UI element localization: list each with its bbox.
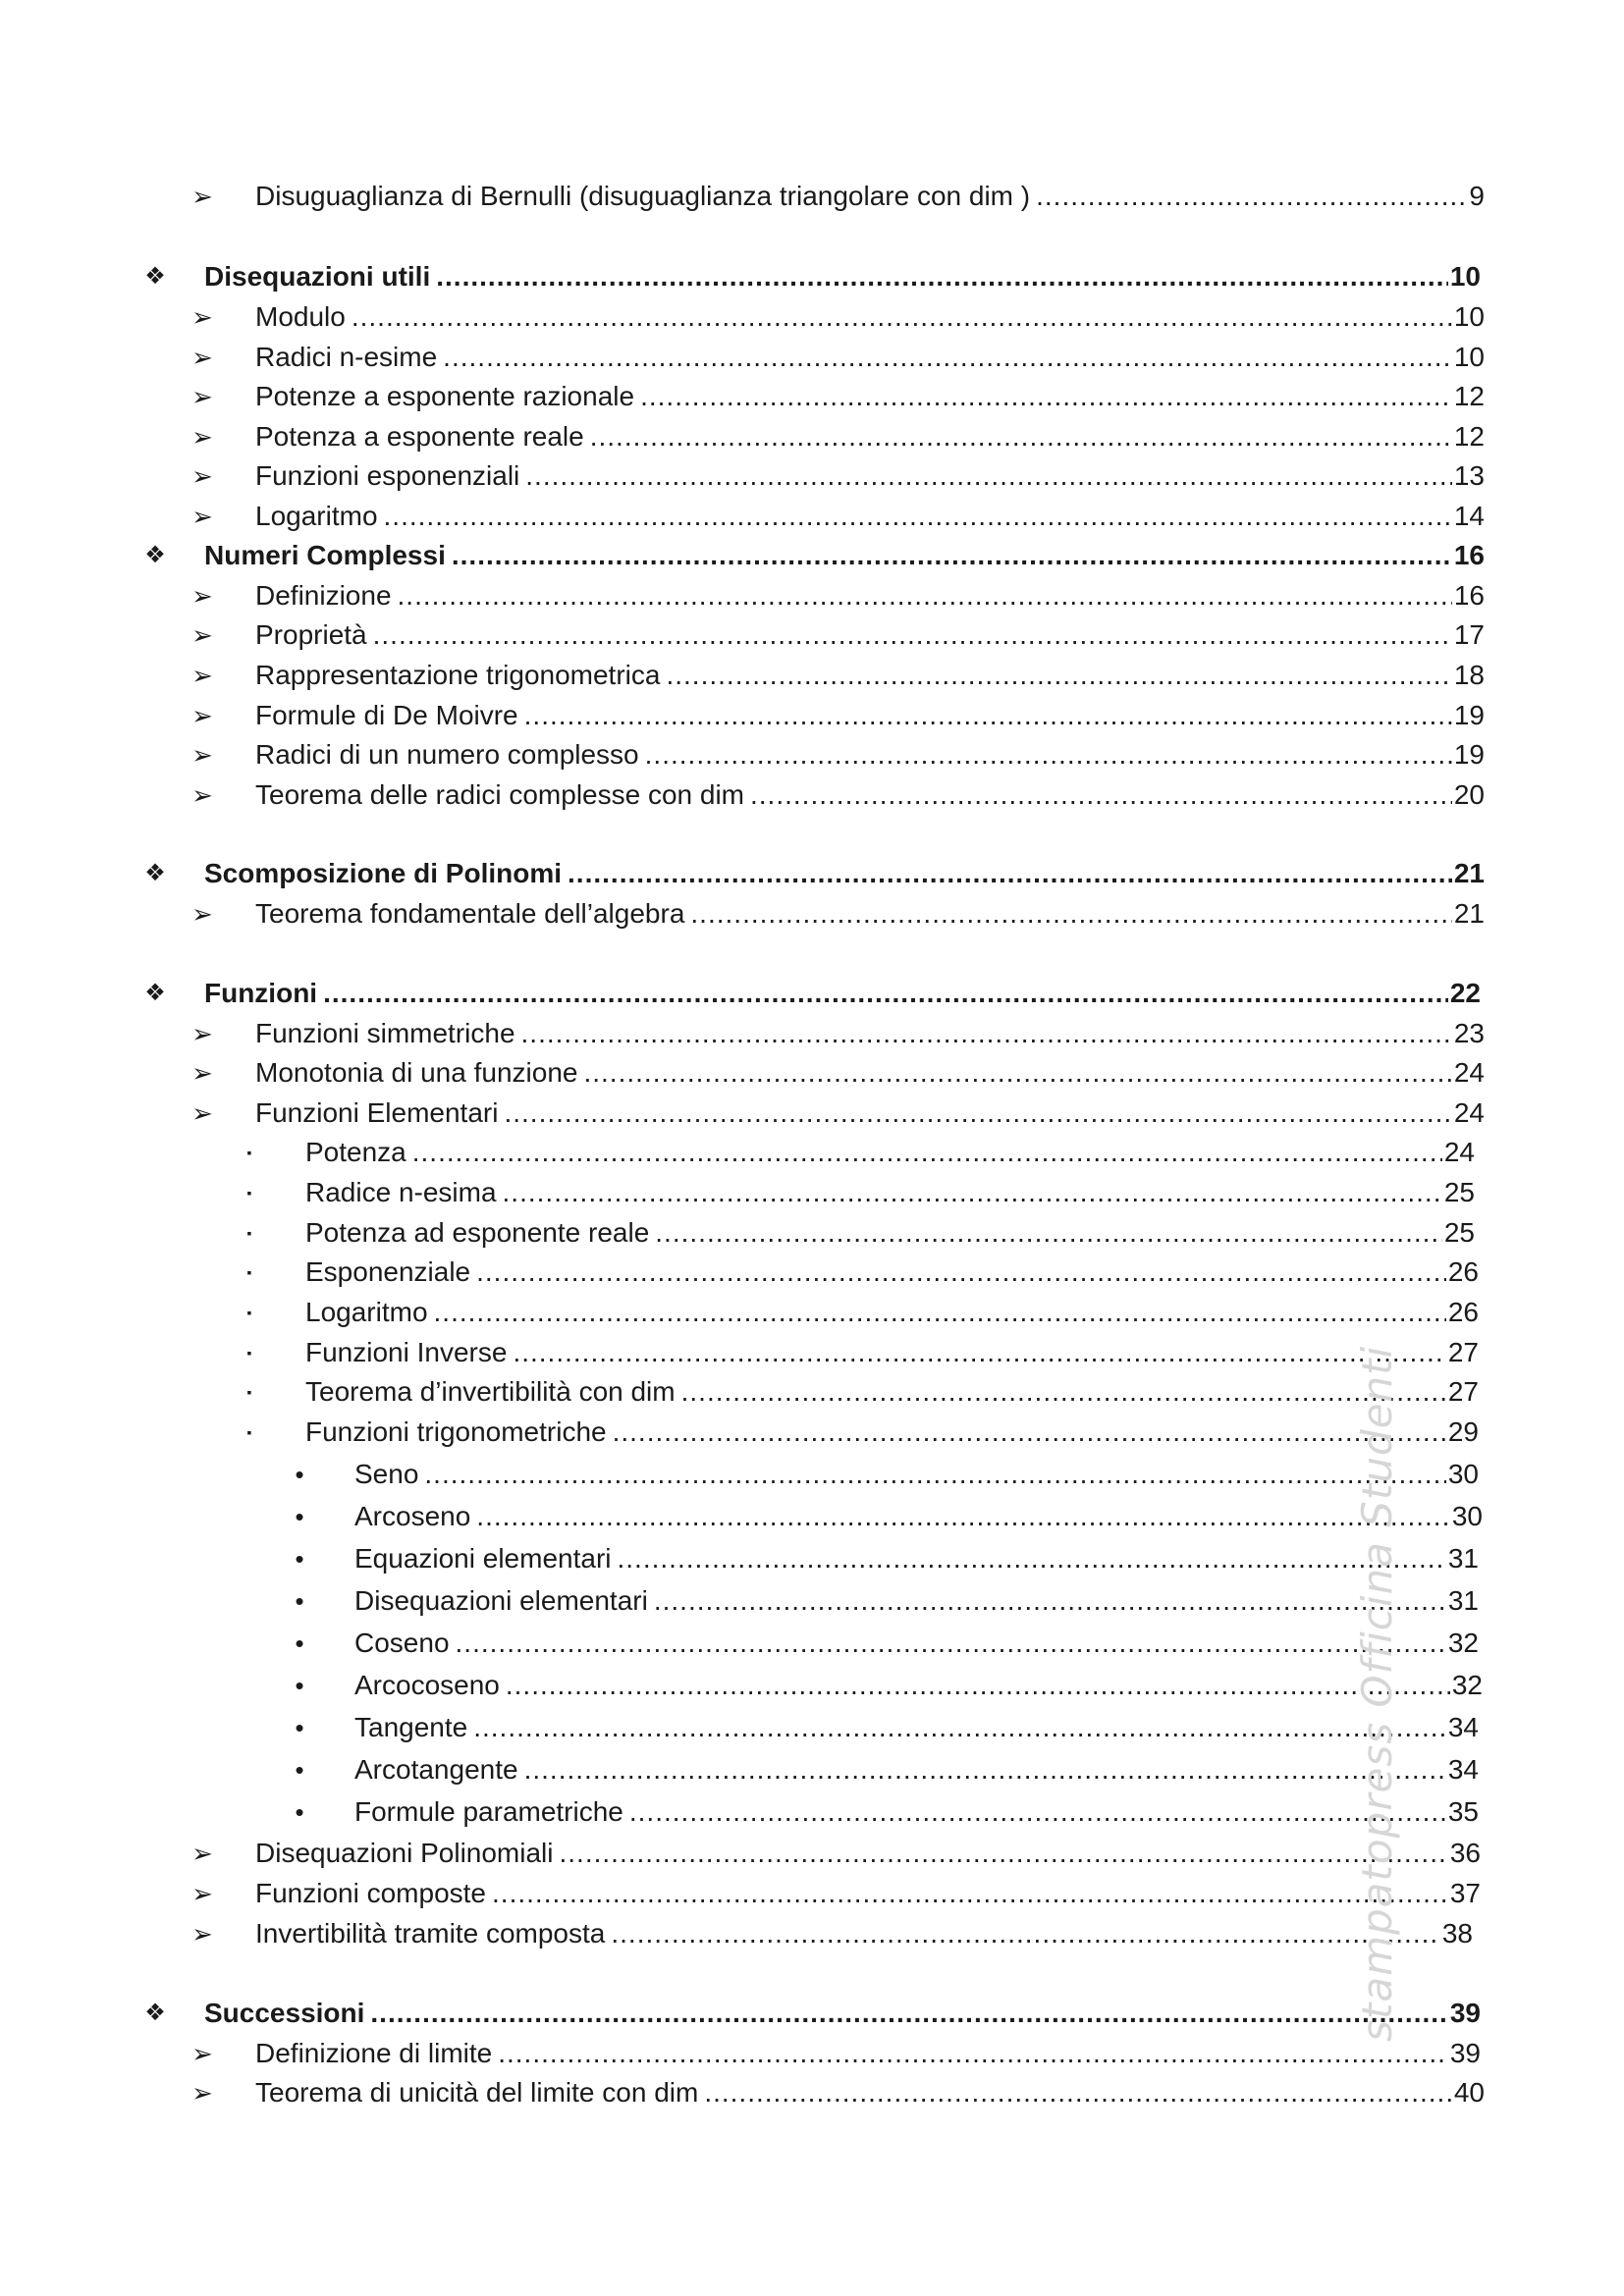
toc-entry-page-number: 38 xyxy=(1441,1918,1473,1949)
toc-entry xyxy=(191,896,1485,932)
toc-entry xyxy=(295,1668,1483,1703)
dot-leader xyxy=(398,578,1452,614)
toc-entry xyxy=(191,737,1485,773)
toc-entry xyxy=(191,1876,1481,1911)
bullet-icon: • xyxy=(295,1797,304,1827)
toc-entry-page-number: 29 xyxy=(1447,1416,1479,1447)
toc-entry xyxy=(191,578,1485,614)
bullet-icon: ➢ xyxy=(191,701,213,730)
toc-entry-page-number: 39 xyxy=(1449,2038,1481,2068)
toc-entry-label: Monotonia di una funzione xyxy=(255,1057,578,1088)
bullet-icon: ➢ xyxy=(191,1879,213,1908)
dot-leader xyxy=(583,1055,1451,1091)
toc-entry-label: Potenza ad esponente reale xyxy=(305,1217,650,1248)
toc-entry xyxy=(191,379,1485,414)
dot-leader xyxy=(373,617,1452,653)
toc-entry-label: Teorema di unicità del limite con dim xyxy=(255,2077,699,2108)
dot-leader xyxy=(412,1135,1442,1170)
bullet-icon: • xyxy=(295,1544,304,1574)
toc-entry xyxy=(144,976,1481,1011)
toc-entry-page-number: 24 xyxy=(1453,1057,1485,1088)
toc-entry-label: Modulo xyxy=(255,301,346,332)
bullet-icon: ➢ xyxy=(191,1058,213,1088)
toc-entry-page-number: 26 xyxy=(1447,1256,1479,1287)
toc-entry-label: Potenza xyxy=(305,1137,406,1167)
dot-leader xyxy=(655,1215,1442,1251)
toc-entry xyxy=(191,299,1485,335)
bullet-icon: • xyxy=(295,1586,304,1616)
toc-entry xyxy=(295,1710,1479,1745)
bullet-icon: ➢ xyxy=(191,343,213,372)
toc-entry-label: Radici n-esime xyxy=(255,342,438,372)
toc-entry xyxy=(295,1457,1479,1492)
dot-leader xyxy=(443,340,1452,375)
toc-entry-page-number: 21 xyxy=(1453,858,1485,888)
toc-entry-page-number: 23 xyxy=(1453,1018,1485,1048)
toc-entry xyxy=(191,179,1485,214)
bullet-icon: • xyxy=(295,1629,304,1658)
toc-entry xyxy=(246,1415,1479,1450)
bullet-icon: ➢ xyxy=(191,502,213,531)
toc-entry-label: Numeri Complessi xyxy=(204,540,446,570)
bullet-icon: ▪ xyxy=(246,1264,252,1280)
dot-leader xyxy=(1036,179,1467,214)
toc-entry-label: Coseno xyxy=(354,1628,450,1658)
dot-leader xyxy=(370,1996,1447,2031)
dot-leader xyxy=(521,1016,1452,1051)
toc-entry xyxy=(191,2075,1485,2110)
toc-entry-page-number: 13 xyxy=(1453,460,1485,491)
toc-entry xyxy=(191,1016,1485,1051)
toc-entry-page-number: 27 xyxy=(1447,1337,1479,1367)
toc-entry-label: Arcocoseno xyxy=(354,1670,500,1700)
dot-leader xyxy=(524,698,1452,733)
bullet-icon: ➢ xyxy=(191,182,213,211)
toc-entry-page-number: 34 xyxy=(1447,1712,1479,1742)
dot-leader xyxy=(525,458,1452,494)
toc-entry-label: Disequazioni utili xyxy=(204,261,431,292)
toc-entry-label: Funzioni simmetriche xyxy=(255,1018,515,1048)
toc-entry xyxy=(295,1583,1479,1619)
bullet-icon: ▪ xyxy=(246,1424,252,1440)
toc-entry-page-number: 19 xyxy=(1453,700,1485,730)
toc-entry-page-number: 9 xyxy=(1469,181,1485,211)
dot-leader xyxy=(436,259,1448,294)
toc-entry-label: Esponenziale xyxy=(305,1256,471,1287)
dot-leader xyxy=(452,538,1452,573)
dot-leader xyxy=(590,419,1452,454)
toc-entry-label: Funzioni Inverse xyxy=(305,1337,508,1367)
toc-entry xyxy=(191,458,1485,494)
toc-entry-label: Radice n-esima xyxy=(305,1177,497,1207)
toc-entry-label: Equazioni elementari xyxy=(354,1543,612,1574)
toc-entry-page-number: 19 xyxy=(1453,739,1485,770)
toc-entry-page-number: 25 xyxy=(1443,1177,1475,1207)
bullet-icon: ➢ xyxy=(191,2039,213,2068)
toc-entry-label: Seno xyxy=(354,1459,419,1489)
toc-entry-page-number: 14 xyxy=(1453,501,1485,531)
toc-entry xyxy=(144,538,1485,573)
dot-leader xyxy=(476,1499,1450,1534)
dot-leader xyxy=(498,2036,1448,2071)
dot-leader xyxy=(504,1095,1451,1131)
toc-entry xyxy=(246,1335,1479,1370)
toc-entry-page-number: 10 xyxy=(1449,261,1481,292)
toc-entry xyxy=(191,1055,1485,1091)
toc-entry xyxy=(191,698,1485,733)
bullet-icon: ➢ xyxy=(191,1098,213,1128)
toc-entry-page-number: 20 xyxy=(1453,779,1485,810)
toc-entry-page-number: 31 xyxy=(1447,1543,1479,1574)
toc-entry xyxy=(246,1374,1479,1410)
toc-entry xyxy=(246,1295,1479,1330)
toc-entry-label: Disequazioni elementari xyxy=(354,1585,648,1616)
toc-entry-page-number: 12 xyxy=(1453,381,1485,411)
toc-entry-page-number: 21 xyxy=(1453,898,1485,929)
bullet-icon: ➢ xyxy=(191,780,213,810)
toc-entry-page-number: 36 xyxy=(1449,1838,1481,1868)
toc-entry-page-number: 30 xyxy=(1451,1501,1483,1531)
bullet-icon: ➢ xyxy=(191,620,213,650)
toc-entry-page-number: 16 xyxy=(1453,540,1485,570)
dot-leader xyxy=(654,1583,1446,1619)
toc-entry-page-number: 18 xyxy=(1453,660,1485,690)
toc-entry xyxy=(295,1752,1479,1788)
toc-entry-page-number: 12 xyxy=(1453,421,1485,452)
toc-entry-page-number: 26 xyxy=(1447,1297,1479,1327)
toc-entry-page-number: 37 xyxy=(1449,1878,1481,1908)
toc-entry-label: Disuguaglianza di Bernulli (disuguaglianza triangolare con dim ) xyxy=(255,181,1031,211)
toc-entry-label: Funzioni trigonometriche xyxy=(305,1416,607,1447)
bullet-icon: ❖ xyxy=(144,860,166,886)
toc-entry xyxy=(191,777,1485,813)
dot-leader xyxy=(506,1668,1450,1703)
toc-entry-label: Scomposizione di Polinomi xyxy=(204,858,563,888)
toc-entry-page-number: 39 xyxy=(1449,1998,1481,2028)
bullet-icon: ➢ xyxy=(191,2078,213,2108)
bullet-icon: ❖ xyxy=(144,2000,166,2026)
toc-entry-label: Disequazioni Polinomiali xyxy=(255,1838,554,1868)
dot-leader xyxy=(434,1295,1446,1330)
bullet-icon: ➢ xyxy=(191,302,213,332)
bullet-icon: ❖ xyxy=(144,263,166,290)
toc-entry-label: Successioni xyxy=(204,1998,365,2028)
toc-entry xyxy=(246,1215,1475,1251)
dot-leader xyxy=(513,1335,1445,1370)
bullet-icon: ➢ xyxy=(191,1839,213,1868)
toc-entry-page-number: 16 xyxy=(1453,580,1485,611)
dot-leader xyxy=(640,379,1452,414)
toc-entry-label: Definizione xyxy=(255,580,392,611)
toc-entry-label: Arcoseno xyxy=(354,1501,471,1531)
toc-entry xyxy=(246,1255,1479,1290)
bullet-icon: ➢ xyxy=(191,740,213,770)
toc-entry xyxy=(191,1916,1473,1951)
toc-entry-label: Rappresentazione trigonometrica xyxy=(255,660,661,690)
bullet-icon: ➢ xyxy=(191,422,213,452)
toc-entry-page-number: 22 xyxy=(1449,978,1481,1008)
dot-leader xyxy=(476,1255,1446,1290)
dot-leader xyxy=(690,896,1451,932)
toc-entry-page-number: 34 xyxy=(1447,1754,1479,1785)
toc-entry-label: Proprietà xyxy=(255,619,367,650)
bullet-icon: • xyxy=(295,1713,304,1742)
toc-entry-label: Logaritmo xyxy=(305,1297,428,1327)
dot-leader xyxy=(492,1876,1448,1911)
toc-entry xyxy=(144,259,1481,294)
toc-entry-page-number: 10 xyxy=(1453,342,1485,372)
bullet-icon: ▪ xyxy=(246,1384,252,1400)
bullet-icon: • xyxy=(295,1460,304,1489)
toc-entry xyxy=(246,1175,1475,1210)
toc-entry-page-number: 30 xyxy=(1447,1459,1479,1489)
dot-leader xyxy=(384,499,1452,534)
bullet-icon: ▪ xyxy=(246,1225,252,1241)
toc-entry-page-number: 24 xyxy=(1443,1137,1475,1167)
toc-entry-label: Invertibilità tramite composta xyxy=(255,1918,606,1949)
bullet-icon: ➢ xyxy=(191,382,213,411)
bullet-icon: • xyxy=(295,1502,304,1531)
bullet-icon: ❖ xyxy=(144,542,166,568)
dot-leader xyxy=(352,299,1452,335)
toc-entry-label: Teorema d’invertibilità con dim xyxy=(305,1376,676,1407)
toc-entry-label: Formule di De Moivre xyxy=(255,700,518,730)
toc-entry-label: Arcotangente xyxy=(354,1754,518,1785)
dot-leader xyxy=(629,1794,1446,1830)
toc-entry xyxy=(191,2036,1481,2071)
dot-leader xyxy=(473,1710,1446,1745)
toc-entry-page-number: 17 xyxy=(1453,619,1485,650)
toc-entry xyxy=(295,1541,1479,1576)
bullet-icon: ▪ xyxy=(246,1305,252,1320)
toc-entry-page-number: 32 xyxy=(1451,1670,1483,1700)
dot-leader xyxy=(611,1916,1439,1951)
toc-entry-label: Potenza a esponente reale xyxy=(255,421,584,452)
toc-entry-page-number: 35 xyxy=(1447,1796,1479,1827)
toc-entry xyxy=(295,1626,1479,1661)
bullet-icon: ▪ xyxy=(246,1345,252,1361)
toc-entry xyxy=(144,1996,1481,2031)
toc-entry-label: Radici di un numero complesso xyxy=(255,739,639,770)
toc-entry-label: Teorema delle radici complesse con dim xyxy=(255,779,744,810)
bullet-icon: ➢ xyxy=(191,661,213,690)
toc-entry xyxy=(144,856,1485,891)
bullet-icon: ❖ xyxy=(144,980,166,1006)
dot-leader xyxy=(560,1836,1448,1871)
dot-leader xyxy=(503,1175,1442,1210)
dot-leader xyxy=(618,1541,1446,1576)
toc-entry-label: Definizione di limite xyxy=(255,2038,493,2068)
bullet-icon: ➢ xyxy=(191,1919,213,1949)
toc-entry-page-number: 24 xyxy=(1453,1097,1485,1128)
toc-entry xyxy=(191,419,1485,454)
dot-leader xyxy=(681,1374,1446,1410)
dot-leader xyxy=(524,1752,1446,1788)
toc-entry-label: Formule parametriche xyxy=(354,1796,623,1827)
dot-leader xyxy=(750,777,1452,813)
dot-leader xyxy=(323,976,1448,1011)
toc-entry-page-number: 40 xyxy=(1453,2077,1485,2108)
toc-entry xyxy=(191,340,1485,375)
toc-entry-label: Teorema fondamentale dell’algebra xyxy=(255,898,685,929)
toc-entry-label: Funzioni xyxy=(204,978,318,1008)
dot-leader xyxy=(666,658,1451,693)
toc-entry xyxy=(295,1794,1479,1830)
bullet-icon: ➢ xyxy=(191,1019,213,1048)
toc-entry-page-number: 10 xyxy=(1453,301,1485,332)
toc-entry-label: Logaritmo xyxy=(255,501,378,531)
toc-entry-page-number: 31 xyxy=(1447,1585,1479,1616)
toc-entry-label: Tangente xyxy=(354,1712,468,1742)
bullet-icon: ➢ xyxy=(191,899,213,929)
dot-leader xyxy=(613,1415,1446,1450)
toc-entry xyxy=(191,499,1485,534)
dot-leader xyxy=(456,1626,1446,1661)
bullet-icon: ▪ xyxy=(246,1185,252,1201)
dot-leader xyxy=(424,1457,1445,1492)
toc-entry-page-number: 27 xyxy=(1447,1376,1479,1407)
bullet-icon: • xyxy=(295,1671,304,1700)
watermark: stampatopress Officina Studenti xyxy=(1353,1345,1401,2042)
toc-entry xyxy=(191,617,1485,653)
toc-entry xyxy=(191,1095,1485,1131)
toc-entry-label: Funzioni Elementari xyxy=(255,1097,499,1128)
dot-leader xyxy=(645,737,1452,773)
toc-entry-label: Potenze a esponente razionale xyxy=(255,381,635,411)
toc-entry-page-number: 32 xyxy=(1447,1628,1479,1658)
toc-entry-label: Funzioni esponenziali xyxy=(255,460,520,491)
toc-entry xyxy=(191,1836,1481,1871)
bullet-icon: ➢ xyxy=(191,581,213,611)
bullet-icon: • xyxy=(295,1755,304,1785)
toc-entry xyxy=(191,658,1485,693)
toc-entry xyxy=(295,1499,1483,1534)
toc-entry-label: Funzioni composte xyxy=(255,1878,487,1908)
toc-entry xyxy=(246,1135,1475,1170)
toc-entry-page-number: 25 xyxy=(1443,1217,1475,1248)
bullet-icon: ▪ xyxy=(246,1145,252,1160)
dot-leader xyxy=(704,2075,1452,2110)
bullet-icon: ➢ xyxy=(191,461,213,491)
dot-leader xyxy=(568,856,1452,891)
